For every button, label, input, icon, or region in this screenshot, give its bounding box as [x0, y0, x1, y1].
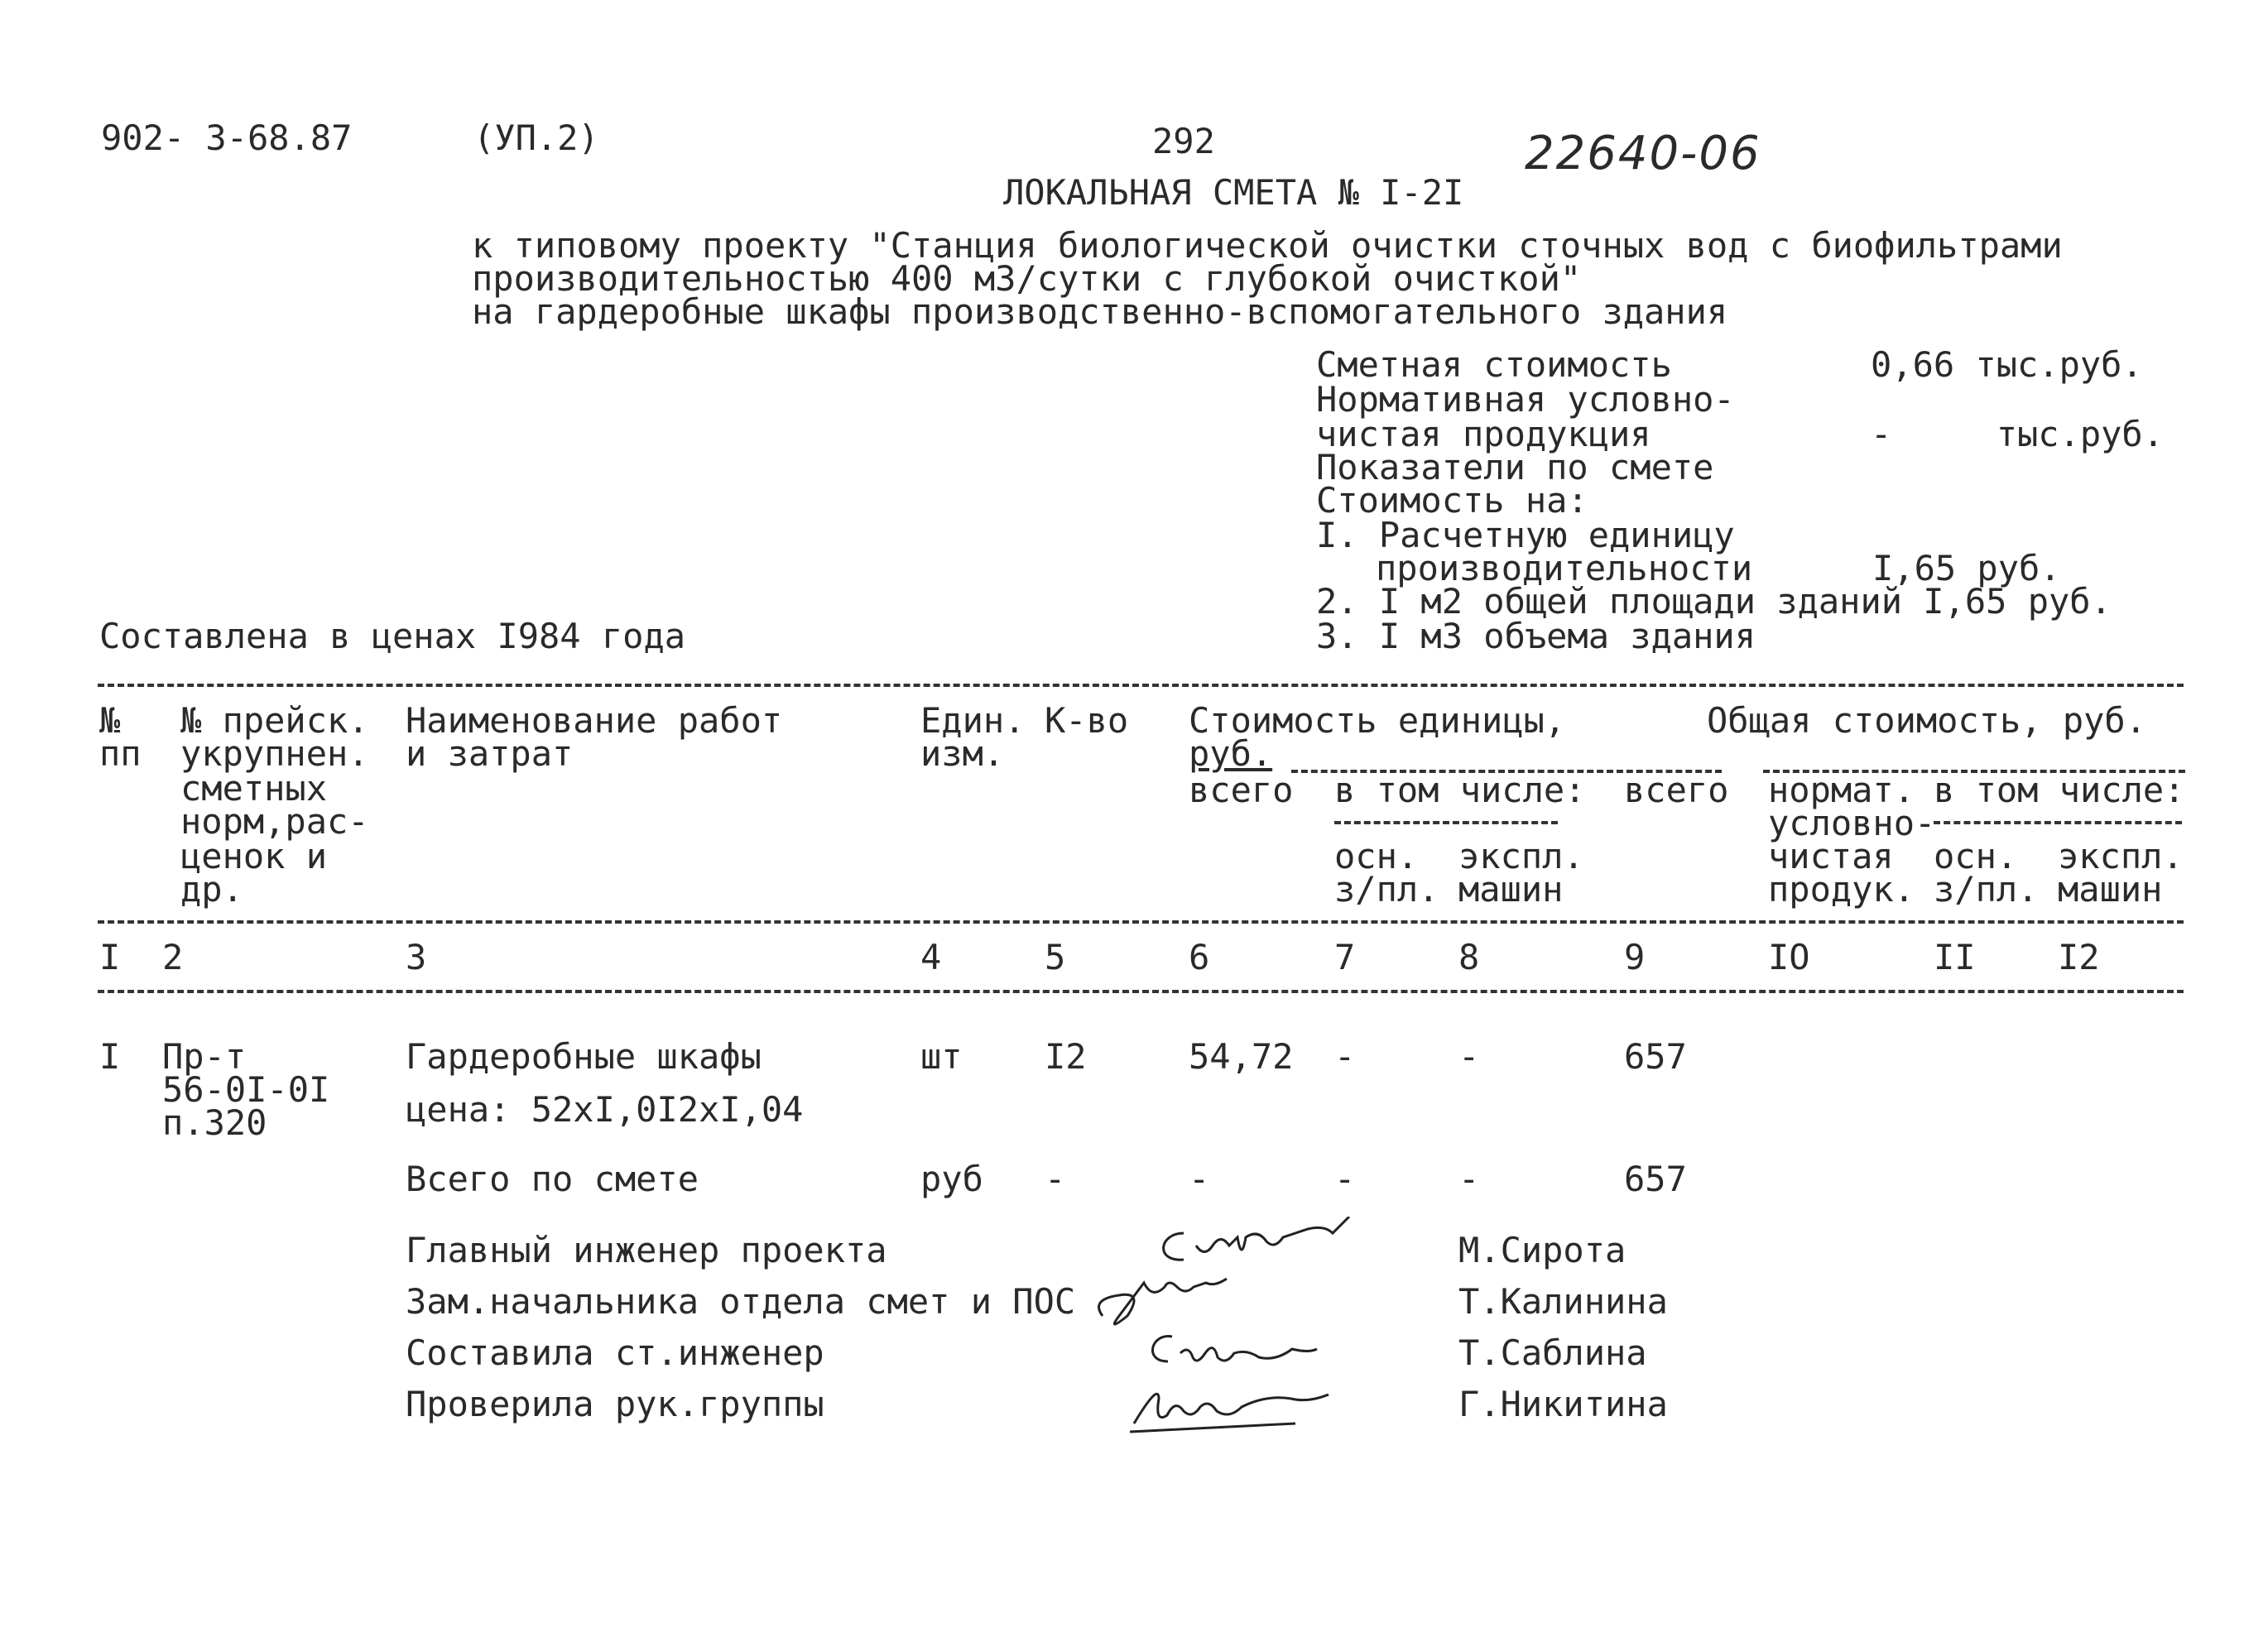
header-bottom-rule — [98, 920, 2184, 924]
normative-label-1: Нормативная условно- — [1316, 379, 1735, 420]
col-qty-header: К-во — [1045, 700, 1129, 741]
table-top-rule — [98, 684, 2184, 687]
indicator-2: 2. I м2 общей площади зданий I,65 руб. — [1316, 581, 2112, 622]
row-price-formula: цена: 52хI,0I2хI,04 — [406, 1089, 804, 1130]
row-unit-expl: - — [1458, 1036, 1480, 1077]
row-qty: I2 — [1045, 1036, 1087, 1077]
col-unit-header-2: изм. — [920, 733, 1005, 774]
indicator-3: 3. I м3 объема здания — [1316, 616, 1756, 656]
total-expl-header-1: экспл. — [2058, 836, 2184, 876]
total-norm-header-3: чистая — [1768, 836, 1894, 876]
totals-unit: руб — [920, 1159, 983, 1199]
total-osn-header-1: осн. — [1934, 836, 2018, 876]
signature-role: Составила ст.инженер — [406, 1332, 824, 1373]
total-all-header: всего — [1624, 770, 1729, 810]
col-code-header-5: ценок и — [180, 836, 328, 876]
col-name-header-2: и затрат — [406, 733, 574, 774]
column-number: 7 — [1334, 937, 1356, 977]
col-num-header-2: пп — [99, 733, 142, 774]
unit-incl-subrule — [1334, 821, 1558, 824]
col-code-header-6: др. — [180, 869, 243, 910]
signature-role: Зам.начальника отдела смет и ПОС — [406, 1281, 1076, 1322]
row-code-1: Пр-т — [162, 1036, 247, 1077]
page-number: 292 — [1152, 121, 1215, 161]
column-number: 9 — [1624, 937, 1646, 977]
row-unit-osn: - — [1334, 1036, 1356, 1077]
estimated-cost-value: 0,66 тыс.руб. — [1871, 344, 2143, 385]
total-incl-header: в том числе: — [1934, 770, 2185, 810]
unit-cost-incl-header: в том числе: — [1334, 770, 1586, 810]
totals-unit-osn: - — [1334, 1159, 1356, 1199]
column-number: 8 — [1458, 937, 1480, 977]
signature-role: Главный инженер проекта — [406, 1230, 887, 1270]
total-norm-header-2: условно- — [1768, 803, 1936, 843]
col-num-header-1: № — [99, 700, 121, 741]
normative-label-2: чистая продукция — [1316, 414, 1651, 454]
unit-osn-header-1: осн. — [1334, 836, 1419, 876]
totals-qty: - — [1045, 1159, 1066, 1199]
handwritten-signature — [1086, 1266, 1301, 1332]
column-number: IO — [1768, 937, 1810, 977]
row-num: I — [99, 1036, 121, 1077]
col-code-header-4: норм,рас- — [180, 801, 369, 842]
totals-label: Всего по смете — [406, 1159, 699, 1199]
row-total: 657 — [1624, 1036, 1687, 1077]
total-expl-header-2: машин — [2058, 869, 2163, 910]
col-unit-header-1: Един. — [920, 700, 1026, 741]
indicator-1-line-1: I. Расчетную единицу — [1316, 515, 1735, 555]
col-code-header-1: № прейск. — [180, 700, 369, 741]
col-name-header-1: Наименование работ — [406, 700, 783, 741]
unit-expl-header-1: экспл. — [1458, 836, 1584, 876]
indicators-label: Показатели по смете — [1316, 447, 1714, 487]
subtitle-line-3: на гардеробные шкафы производственно-вспомогательного здания — [472, 291, 1728, 332]
signatory-name: Г.Никитина — [1458, 1384, 1668, 1424]
project-code: 902- 3-68.87 — [101, 118, 353, 158]
unit-expl-header-2: машин — [1458, 869, 1564, 910]
total-norm-header-1: нормат. — [1768, 770, 1915, 810]
numbers-bottom-rule — [98, 990, 2184, 993]
column-number: 6 — [1189, 937, 1210, 977]
document-title: ЛОКАЛЬНАЯ СМЕТА № I-2I — [1003, 172, 1464, 213]
signatory-name: Т.Калинина — [1458, 1281, 1668, 1322]
indicator-1-value: I,65 руб. — [1872, 548, 2061, 588]
handwritten-signature — [1126, 1374, 1357, 1440]
inventory-number: 22640-06 — [1525, 127, 1761, 180]
row-unit: шт — [920, 1036, 963, 1077]
column-number: 2 — [162, 937, 184, 977]
signatory-name: М.Сирота — [1458, 1230, 1627, 1270]
signature-role: Проверила рук.группы — [406, 1384, 824, 1424]
total-norm-header-4: продук. — [1768, 869, 1915, 910]
total-cost-header: Общая стоимость, руб. — [1707, 700, 2147, 741]
column-number: 3 — [406, 937, 427, 977]
unit-cost-total-header: всего — [1189, 770, 1294, 810]
column-number: 5 — [1045, 937, 1066, 977]
estimated-cost-label: Сметная стоимость — [1316, 344, 1672, 385]
cost-for-label: Стоимость на: — [1316, 480, 1588, 521]
totals-unit-expl: - — [1458, 1159, 1480, 1199]
col-code-header-2: укрупнен. — [180, 733, 369, 774]
prices-note: Составлена в ценах I984 года — [99, 616, 686, 656]
column-number: 4 — [920, 937, 942, 977]
unit-cost-header: Стоимость единицы, — [1189, 700, 1566, 741]
subtitle-line-1: к типовому проекту "Станция биологической очистки сточных вод с биофильтрами — [472, 225, 2063, 266]
row-code-3: п.320 — [162, 1102, 267, 1143]
normative-value: - тыс.руб. — [1871, 414, 2165, 454]
unit-osn-header-2: з/пл. — [1334, 869, 1439, 910]
row-code-2: 56-0I-0I — [162, 1069, 330, 1110]
col-code-header-3: сметных — [180, 768, 328, 809]
row-name: Гардеробные шкафы — [406, 1036, 762, 1077]
total-incl-subrule — [1934, 821, 2182, 824]
totals-unit-total: - — [1189, 1159, 1210, 1199]
indicator-1-line-2: производительности — [1376, 548, 1753, 588]
subtitle-line-2: производительностью 400 м3/сутки с глубокой очисткой" — [472, 258, 1582, 299]
total-osn-header-2: з/пл. — [1934, 869, 2039, 910]
column-number: I2 — [2058, 937, 2100, 977]
album-label: (УП.2) — [473, 118, 599, 158]
row-unit-total: 54,72 — [1189, 1036, 1294, 1077]
column-number: II — [1934, 937, 1976, 977]
column-number: I — [99, 937, 121, 977]
unit-cost-header-rub: руб. — [1189, 733, 1273, 774]
signatory-name: Т.Саблина — [1458, 1332, 1647, 1373]
totals-total: 657 — [1624, 1159, 1687, 1199]
